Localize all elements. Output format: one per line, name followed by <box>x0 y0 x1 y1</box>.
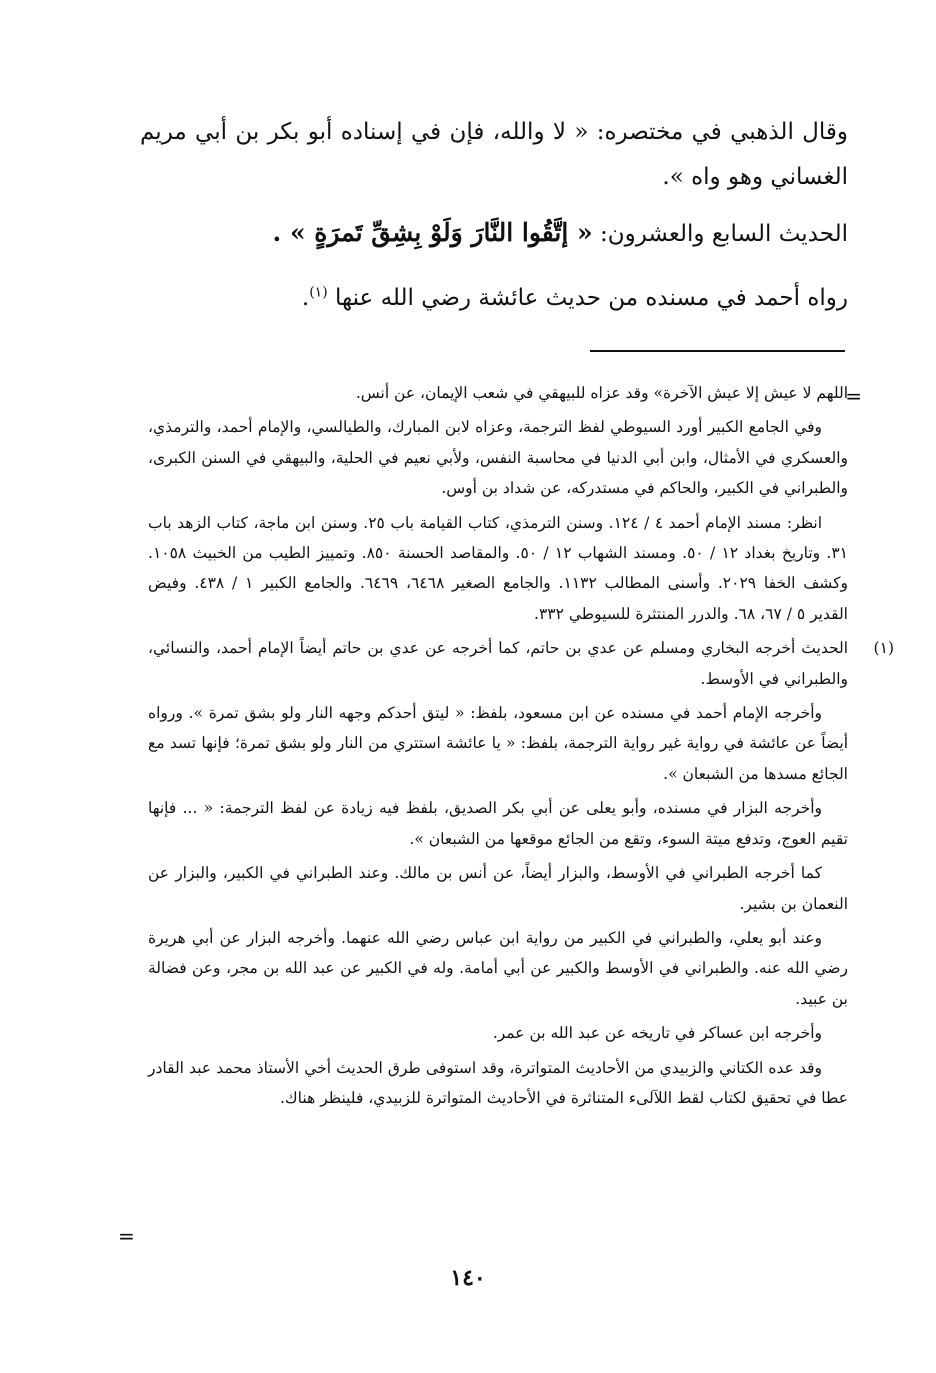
continuation-mark-top: = <box>845 384 862 408</box>
footnote-paragraph: وأخرجه الإمام أحمد في مسنده عن ابن مسعود، بلفظ: « ليتق أحدكم وجهه النار ولو بشق تمرة ». ورواه أيضاً عن عائشة في رواية غير رواية الترجمة، بلفظ: « يا عائشة استتري من النار ولو بشق تمرة؛ فإنها تسد مع الجائع مسدها من الشبعان ». <box>148 704 848 783</box>
footnote-reference: (١) <box>309 284 328 301</box>
narration-text: رواه أحمد في مسنده من حديث عائشة رضي الله عنها <box>334 285 848 311</box>
footnote-paragraph: وفي الجامع الكبير أورد السيوطي لفظ الترجمة، وعزاه لابن المبارك، والطيالسي، والإمام أحمد، والترمذي، والعسكري في الأمثال، وابن أبي الدنيا في محاسبة النفس، ولأبي نعيم في الحلية، والبيهقي في السنن الكبرى، والطبراني في الكبير، والحاكم في مستدركه، عن شداد بن أوس. <box>148 418 848 498</box>
hadith-number-label: الحديث السابع والعشرون: <box>592 221 848 247</box>
footnote-paragraph: وقد عده الكتاني والزبيدي من الأحاديث المتواترة، وقد استوفى طرق الحديث أخي الأستاذ محمد عبد القادر عطا في تحقيق لكتاب لقط اللآلىء المتناثرة في الأحاديث المتواترة للزبيدي، فلينظر هناك. <box>148 1058 848 1107</box>
footnote-references: انظر: مسند الإمام أحمد ٤ / ١٢٤. وسنن الترمذي، كتاب القيامة باب ٢٥. وسنن ابن ماجة، كتاب الزهد باب ٣١. وتاريخ بغداد ١٢ / ٥٠. ومسند الشهاب ١٢ / ٥٠. والمقاصد الحسنة ٨٥٠. وتمييز الطيب من الخبيث ١٠٥٨. وكشف الخفا ٢٠٢٩. وأسنى المطالب ١١٣٢. والجامع الصغير ٦٤٦٨، ٦٤٦٩. والجامع الكبير ١ / ٤٣٨. وفيض القدير ٥ / ٦٧، ٦٨. والدرر المنتثرة للسيوطي ٣٣٢. <box>148 513 849 623</box>
narration-line <box>140 276 848 321</box>
footnote-paragraph: وعند أبو يعلي، والطبراني في الكبير من رواية ابن عباس رضي الله عنهما. وأخرجه البزار عن أبي هريرة رضي الله عنه. والطبراني في الأوسط والكبير عن أبي أمامة. وله في الكبير عن عبد الله بن مجر، وعن فضالة بن عبيد. <box>148 928 848 1008</box>
footnote-separator <box>590 350 845 352</box>
hadith-text: « إتَّقُوا النَّارَ وَلَوْ بِشِقِّ تَمرَةٍ » . <box>272 218 593 247</box>
dhahabi-quote: وقال الذهبي في مختصره: « لا والله، فإن في إسناده أبو بكر بن أبي مريم الغساني وهو واه ». <box>140 119 848 190</box>
continuation-mark-bottom: = <box>118 1224 135 1248</box>
footnote-1-paragraph <box>148 633 894 694</box>
narration-end: . <box>301 285 310 311</box>
footnote-paragraph: وأخرجه ابن عساكر في تاريخه عن عبد الله بن عمر. <box>492 1024 822 1043</box>
footnote-continuation: اللهم لا عيش إلا عيش الآخرة» وقد عزاه للبيهقي في شعب الإيمان، عن أنس. <box>355 384 848 402</box>
footnotes-section <box>148 378 894 1117</box>
page-number: ١٤٠ <box>450 1265 486 1291</box>
footnote-1-text: الحديث أخرجه البخاري ومسلم عن عدي بن حاتم، كما أخرجه عن عدي بن حاتم أيضاً الإمام أحمد، والنسائي، والطبراني في الأوسط. <box>148 639 848 688</box>
main-text-paragraph <box>140 110 848 200</box>
footnote-paragraph: وأخرجه البزار في مسنده، وأبو يعلى عن أبي بكر الصديق، بلفظ فيه زيادة عن لفظ الترجمة: « ... فإنها تقيم العوج، وتدفع ميتة السوء، وتقع من الجائع موقعها من الشبعان ». <box>148 799 848 848</box>
footnote-1-number: (١) <box>873 639 894 658</box>
hadith-heading <box>140 210 848 257</box>
footnote-paragraph: كما أخرجه الطبراني في الأوسط، والبزار أيضاً، عن أنس بن مالك. وعند الطبراني في الكبير، والبزار عن النعمان بن بشير. <box>148 864 848 913</box>
